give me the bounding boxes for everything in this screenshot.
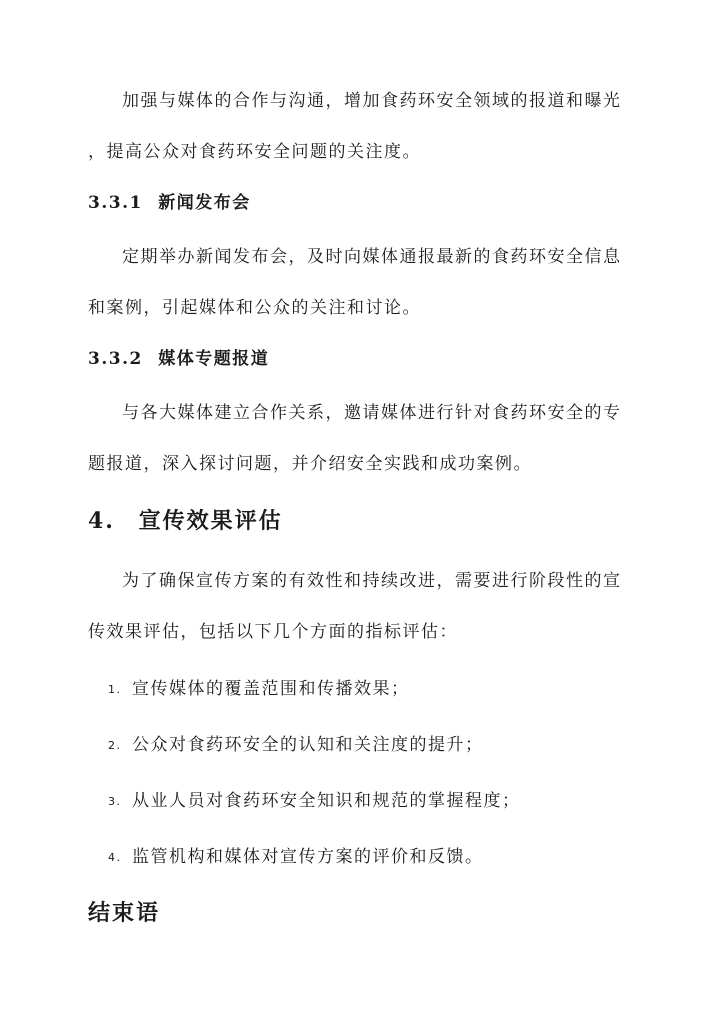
- heading-3-3-2-title: 媒体专题报道: [158, 349, 270, 369]
- heading-4-number: 4.: [88, 508, 115, 534]
- list-item-text: 公众对食药环安全的认知和关注度的提升；: [132, 735, 484, 755]
- list-item: [108, 786, 521, 811]
- heading-3-3-2: [88, 344, 269, 369]
- conclusion-heading: 结束语: [88, 900, 161, 926]
- list-item: [108, 730, 484, 755]
- intro-paragraph: [88, 76, 632, 178]
- heading-3-3-1: [88, 188, 251, 213]
- heading-4: [88, 504, 283, 535]
- heading-3-3-1-number: 3.3.1: [88, 193, 143, 213]
- list-item-number: 4.: [108, 851, 122, 864]
- intro-line-2: ，提高公众对食药环安全问题的关注度。: [88, 142, 421, 162]
- heading-3-3-2-number: 3.3.2: [88, 349, 143, 369]
- list-item-text: 宣传媒体的覆盖范围和传播效果；: [132, 679, 410, 699]
- section-4-line-1: 为了确保宣传方案的有效性和持续改进，需要进行阶段性的宣: [122, 571, 622, 591]
- section-3-3-2-paragraph: [88, 388, 632, 490]
- section-4-paragraph: [88, 556, 632, 658]
- heading-3-3-1-title: 新闻发布会: [158, 193, 251, 213]
- intro-line-1: 加强与媒体的合作与沟通，增加食药环安全领域的报道和曝光: [122, 91, 622, 111]
- section-3-3-2-line-1: 与各大媒体建立合作关系，邀请媒体进行针对食药环安全的专: [122, 403, 622, 423]
- section-4-line-2: 传效果评估，包括以下几个方面的指标评估：: [88, 622, 458, 642]
- list-item-number: 3.: [108, 795, 122, 808]
- section-3-3-2-line-2: 题报道，深入探讨问题，并介绍安全实践和成功案例。: [88, 454, 532, 474]
- list-item-number: 1.: [108, 683, 122, 696]
- section-3-3-1-paragraph: [88, 232, 632, 334]
- list-item: [108, 674, 410, 699]
- section-3-3-1-line-1: 定期举办新闻发布会，及时向媒体通报最新的食药环安全信息: [122, 247, 622, 267]
- list-item-text: 从业人员对食药环安全知识和规范的掌握程度；: [132, 791, 521, 811]
- heading-4-title: 宣传效果评估: [138, 508, 283, 534]
- section-3-3-1-line-2: 和案例，引起媒体和公众的关注和讨论。: [88, 298, 421, 318]
- list-item: [108, 842, 484, 867]
- list-item-text: 监管机构和媒体对宣传方案的评价和反馈。: [132, 847, 484, 867]
- list-item-number: 2.: [108, 739, 122, 752]
